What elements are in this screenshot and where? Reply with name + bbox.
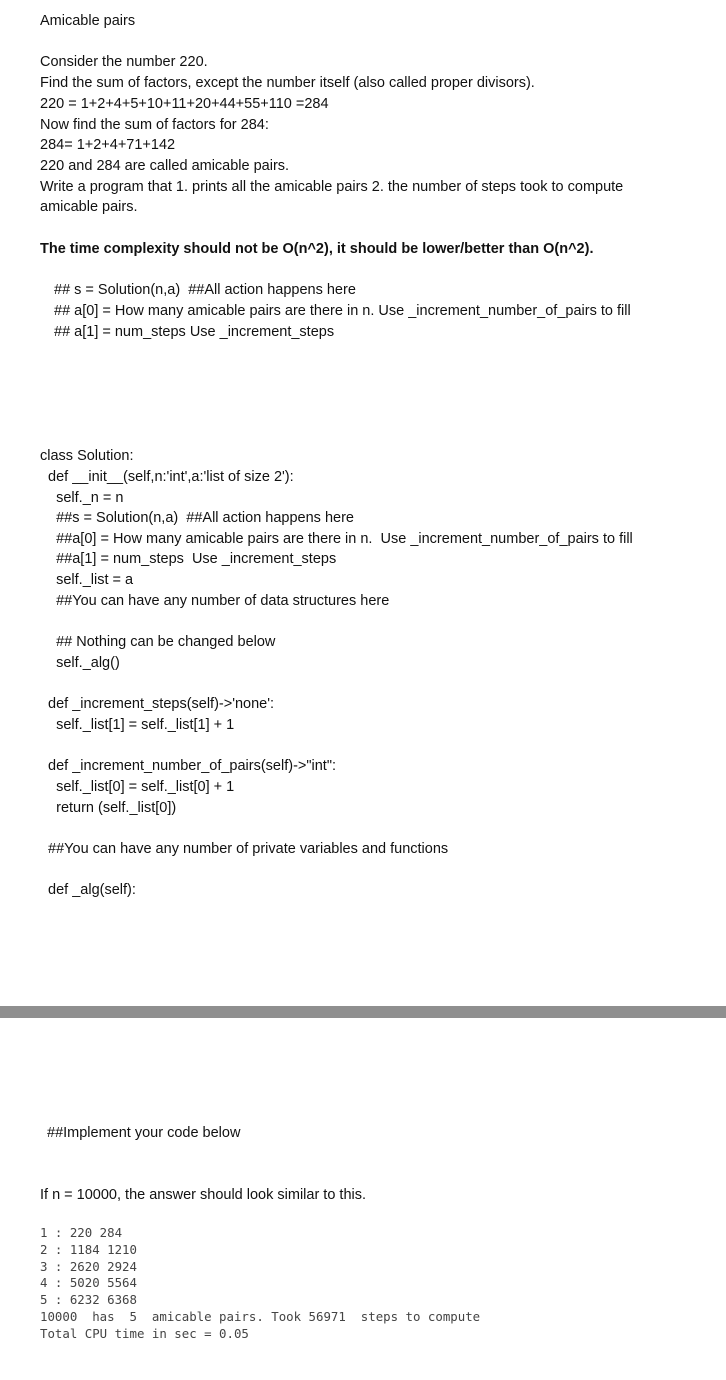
code-line: ##a[0] = How many amicable pairs are there in n. Use _increment_number_of_pairs to fill: [40, 531, 633, 547]
problem-line: 284= 1+2+4+71+142: [40, 137, 176, 153]
code-line: ##You can have any number of data structures here: [40, 593, 390, 609]
problem-line: Find the sum of factors, except the number itself (also called proper divisors).: [40, 75, 535, 91]
example-intro: If n = 10000, the answer should look similar to this.: [40, 1187, 367, 1203]
page-title: Amicable pairs: [40, 13, 136, 29]
problem-line: 220 = 1+2+4+5+10+11+20+44+55+110 =284: [40, 96, 329, 112]
code-line: self._n = n: [40, 490, 124, 506]
code-line: self._alg(): [40, 655, 120, 671]
output-line: 1 : 220 284: [40, 1225, 123, 1240]
complexity-note: The time complexity should not be O(n^2), it should be lower/better than O(n^2).: [40, 241, 594, 257]
code-line: def _increment_number_of_pairs(self)->"int":: [40, 758, 337, 774]
problem-line: amicable pairs.: [40, 199, 138, 215]
code-line: ## Nothing can be changed below: [40, 634, 276, 650]
code-line: ##s = Solution(n,a) ##All action happens here: [40, 510, 354, 526]
output-line: 2 : 1184 1210: [40, 1242, 137, 1257]
output-line: 10000 has 5 amicable pairs. Took 56971 steps to compute: [40, 1309, 481, 1324]
code-line: def __init__(self,n:'int',a:'list of size 2'):: [40, 469, 294, 485]
output-line: Total CPU time in sec = 0.05: [40, 1326, 249, 1341]
problem-line: Now find the sum of factors for 284:: [40, 117, 269, 133]
code-line: self._list = a: [40, 572, 134, 588]
output-line: 4 : 5020 5564: [40, 1275, 137, 1290]
code-line: return (self._list[0]): [40, 800, 177, 816]
output-line: 5 : 6232 6368: [40, 1292, 137, 1307]
comment-line: ## a[1] = num_steps Use _increment_steps: [54, 324, 335, 340]
output-line: 3 : 2620 2924: [40, 1259, 137, 1274]
implement-comment: ##Implement your code below: [47, 1125, 241, 1141]
code-line: def _increment_steps(self)->'none':: [40, 696, 275, 712]
code-line: class Solution:: [40, 448, 134, 464]
problem-line: Consider the number 220.: [40, 54, 208, 70]
code-line: ##You can have any number of private variables and functions: [40, 841, 449, 857]
comment-line: ## s = Solution(n,a) ##All action happens here: [54, 282, 356, 298]
code-line: self._list[1] = self._list[1] + 1: [40, 717, 235, 733]
code-line: self._list[0] = self._list[0] + 1: [40, 779, 235, 795]
code-line: def _alg(self):: [40, 882, 136, 898]
comment-line: ## a[0] = How many amicable pairs are there in n. Use _increment_number_of_pairs to fill: [54, 303, 631, 319]
code-line: ##a[1] = num_steps Use _increment_steps: [40, 551, 337, 567]
section-divider: [0, 1006, 726, 1018]
problem-line: Write a program that 1. prints all the amicable pairs 2. the number of steps took to compute: [40, 179, 624, 195]
problem-line: 220 and 284 are called amicable pairs.: [40, 158, 290, 174]
